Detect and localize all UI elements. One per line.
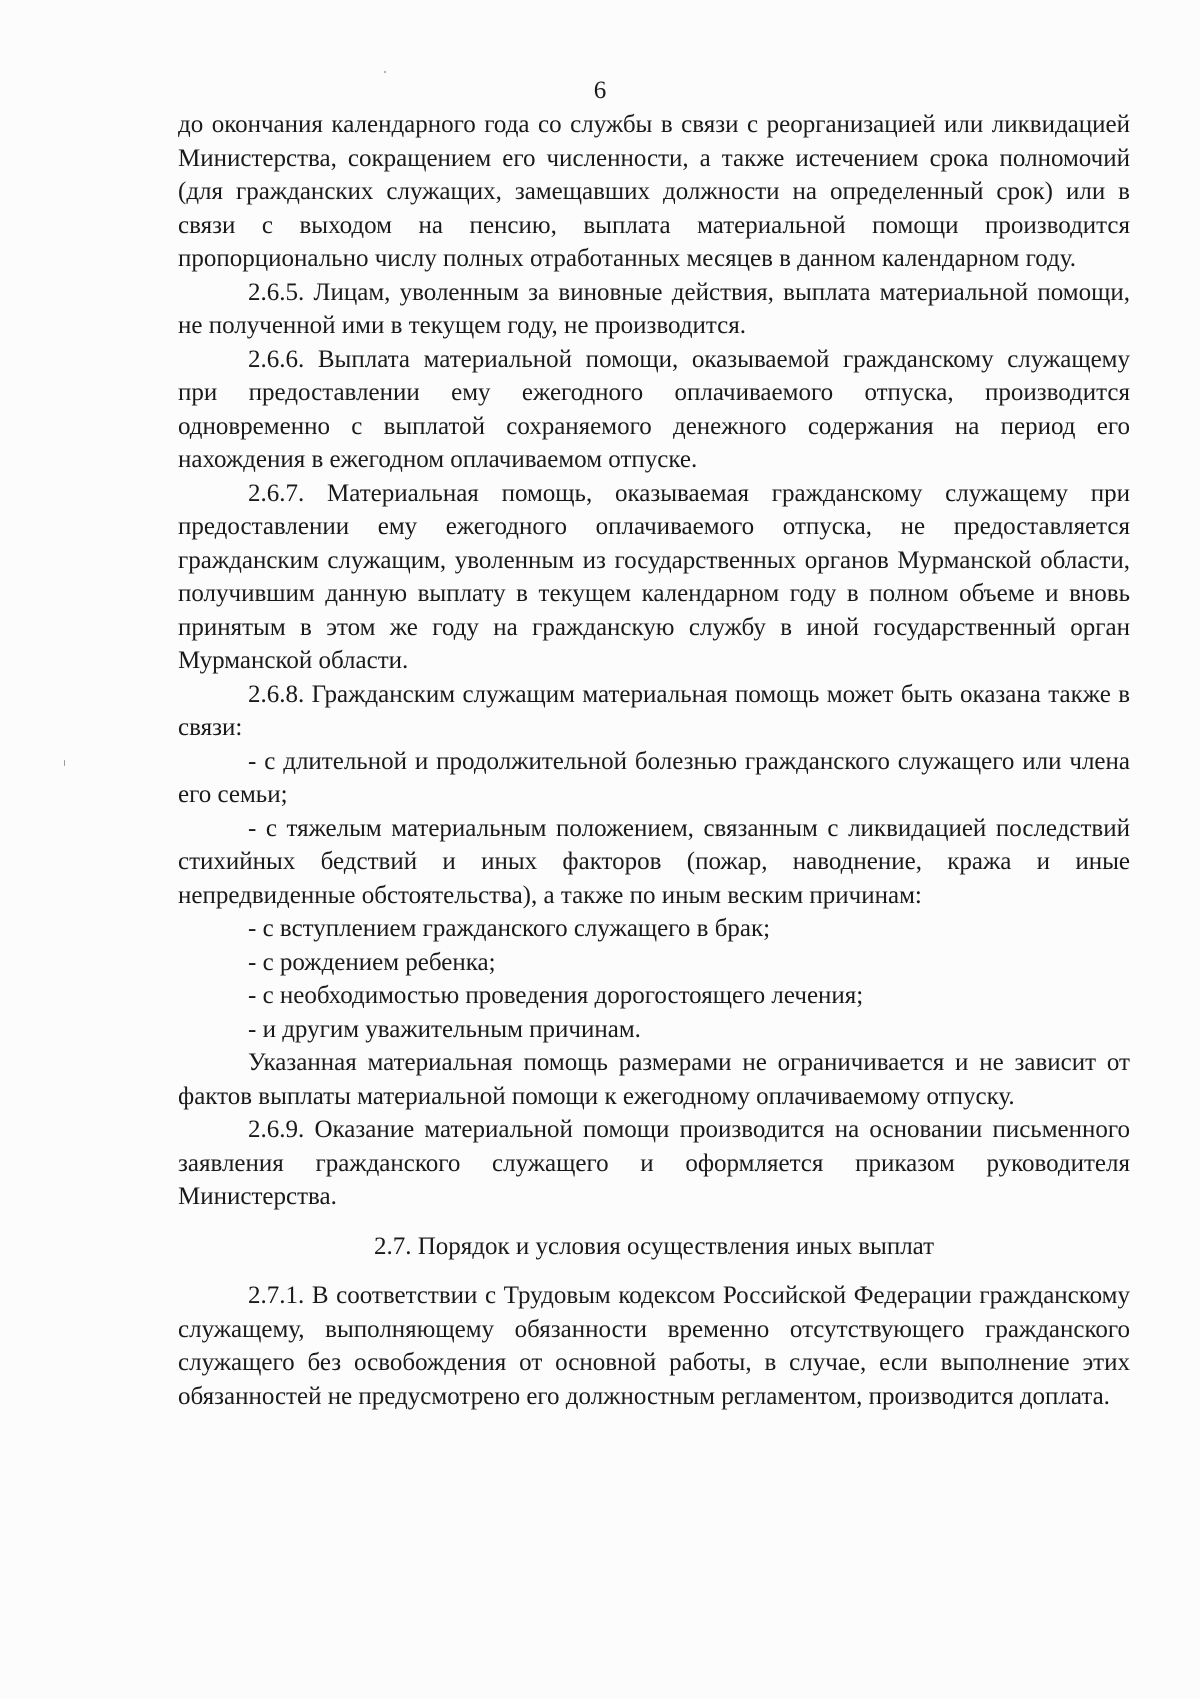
paragraph-2-6-8: 2.6.8. Гражданским служащим материальная помощь может быть оказана также в связи:	[178, 680, 1130, 741]
paragraph-2-7-1: 2.7.1. В соответствии с Трудовым кодексом Российской Федерации гражданскому служащему, выполняющему обязанности временно отсутствующего гражданского служащего без освобождения от основной работы, в случае, если выполнение этих обязанностей не предусмотрено его должностным регламентом, производится доплата.	[178, 1282, 1130, 1410]
scan-speck	[64, 760, 65, 766]
list-item: - с вступлением гражданского служащего в брак;	[248, 915, 771, 942]
scan-speck	[384, 71, 386, 73]
list-item: - с тяжелым материальным положением, связанным с ликвидацией последствий стихийных бедствий и иных факторов (пожар, наводнение, кража и иные непредвиденные обстоятельства), а также по иным веским причинам:	[178, 814, 1130, 909]
list-item: - с рождением ребенка;	[248, 948, 496, 976]
page-number: 6	[593, 77, 607, 104]
list-item: - и другим уважительным причинам.	[248, 1015, 641, 1043]
paragraph-note: Указанная материальная помощь размерами не ограничивается и не зависит от фактов выплаты материальной помощи к ежегодному оплачиваемому отпуску.	[178, 1049, 1130, 1110]
paragraph-2-6-6: 2.6.6. Выплата материальной помощи, оказываемой гражданскому служащему при предоставлении ему ежегодного оплачиваемого отпуска, производится одновременно с выплатой сохраняемого денежного содержания на период его нахождения в ежегодном оплачиваемом отпуске.	[178, 345, 1130, 473]
paragraph-2-6-9: 2.6.9. Оказание материальной помощи производится на основании письменного заявления гражданского служащего и оформляется приказом руководителя Министерства.	[178, 1116, 1130, 1210]
list-item: - с необходимостью проведения дорогостоящего лечения;	[248, 982, 864, 1009]
paragraph-2-6-7: 2.6.7. Материальная помощь, оказываемая гражданскому служащему при предоставлении ему ежегодного оплачиваемого отпуска, не предоставляется гражданским служащим, уволенным из государственных органов Мурманской области, получившим данную выплату в текущем календарном году в полном объеме и вновь принятым в этом же году на гражданскую службу в иной государственный орган Мурманской области.	[178, 479, 1130, 674]
list-item: - с длительной и продолжительной болезнью гражданского служащего или члена его семьи;	[178, 747, 1130, 808]
paragraph-continuation: до окончания календарного года со службы в связи с реорганизацией или ликвидацией Министерства, сокращением его численности, а также истечением срока полномочий (для гражданских служащих, замещавших должности на определенный срок) или в связи с выходом на пенсию, выплата материальной помощи производится пропорционально числу полных отработанных месяцев в данном календарном году.	[178, 111, 1130, 272]
document-body	[178, 108, 1130, 1413]
section-heading-2-7: 2.7. Порядок и условия осуществления иных выплат	[373, 1232, 935, 1260]
paragraph-2-6-5: 2.6.5. Лицам, уволенным за виновные действия, выплата материальной помощи, не полученной ими в текущем году, не производится.	[178, 278, 1130, 339]
